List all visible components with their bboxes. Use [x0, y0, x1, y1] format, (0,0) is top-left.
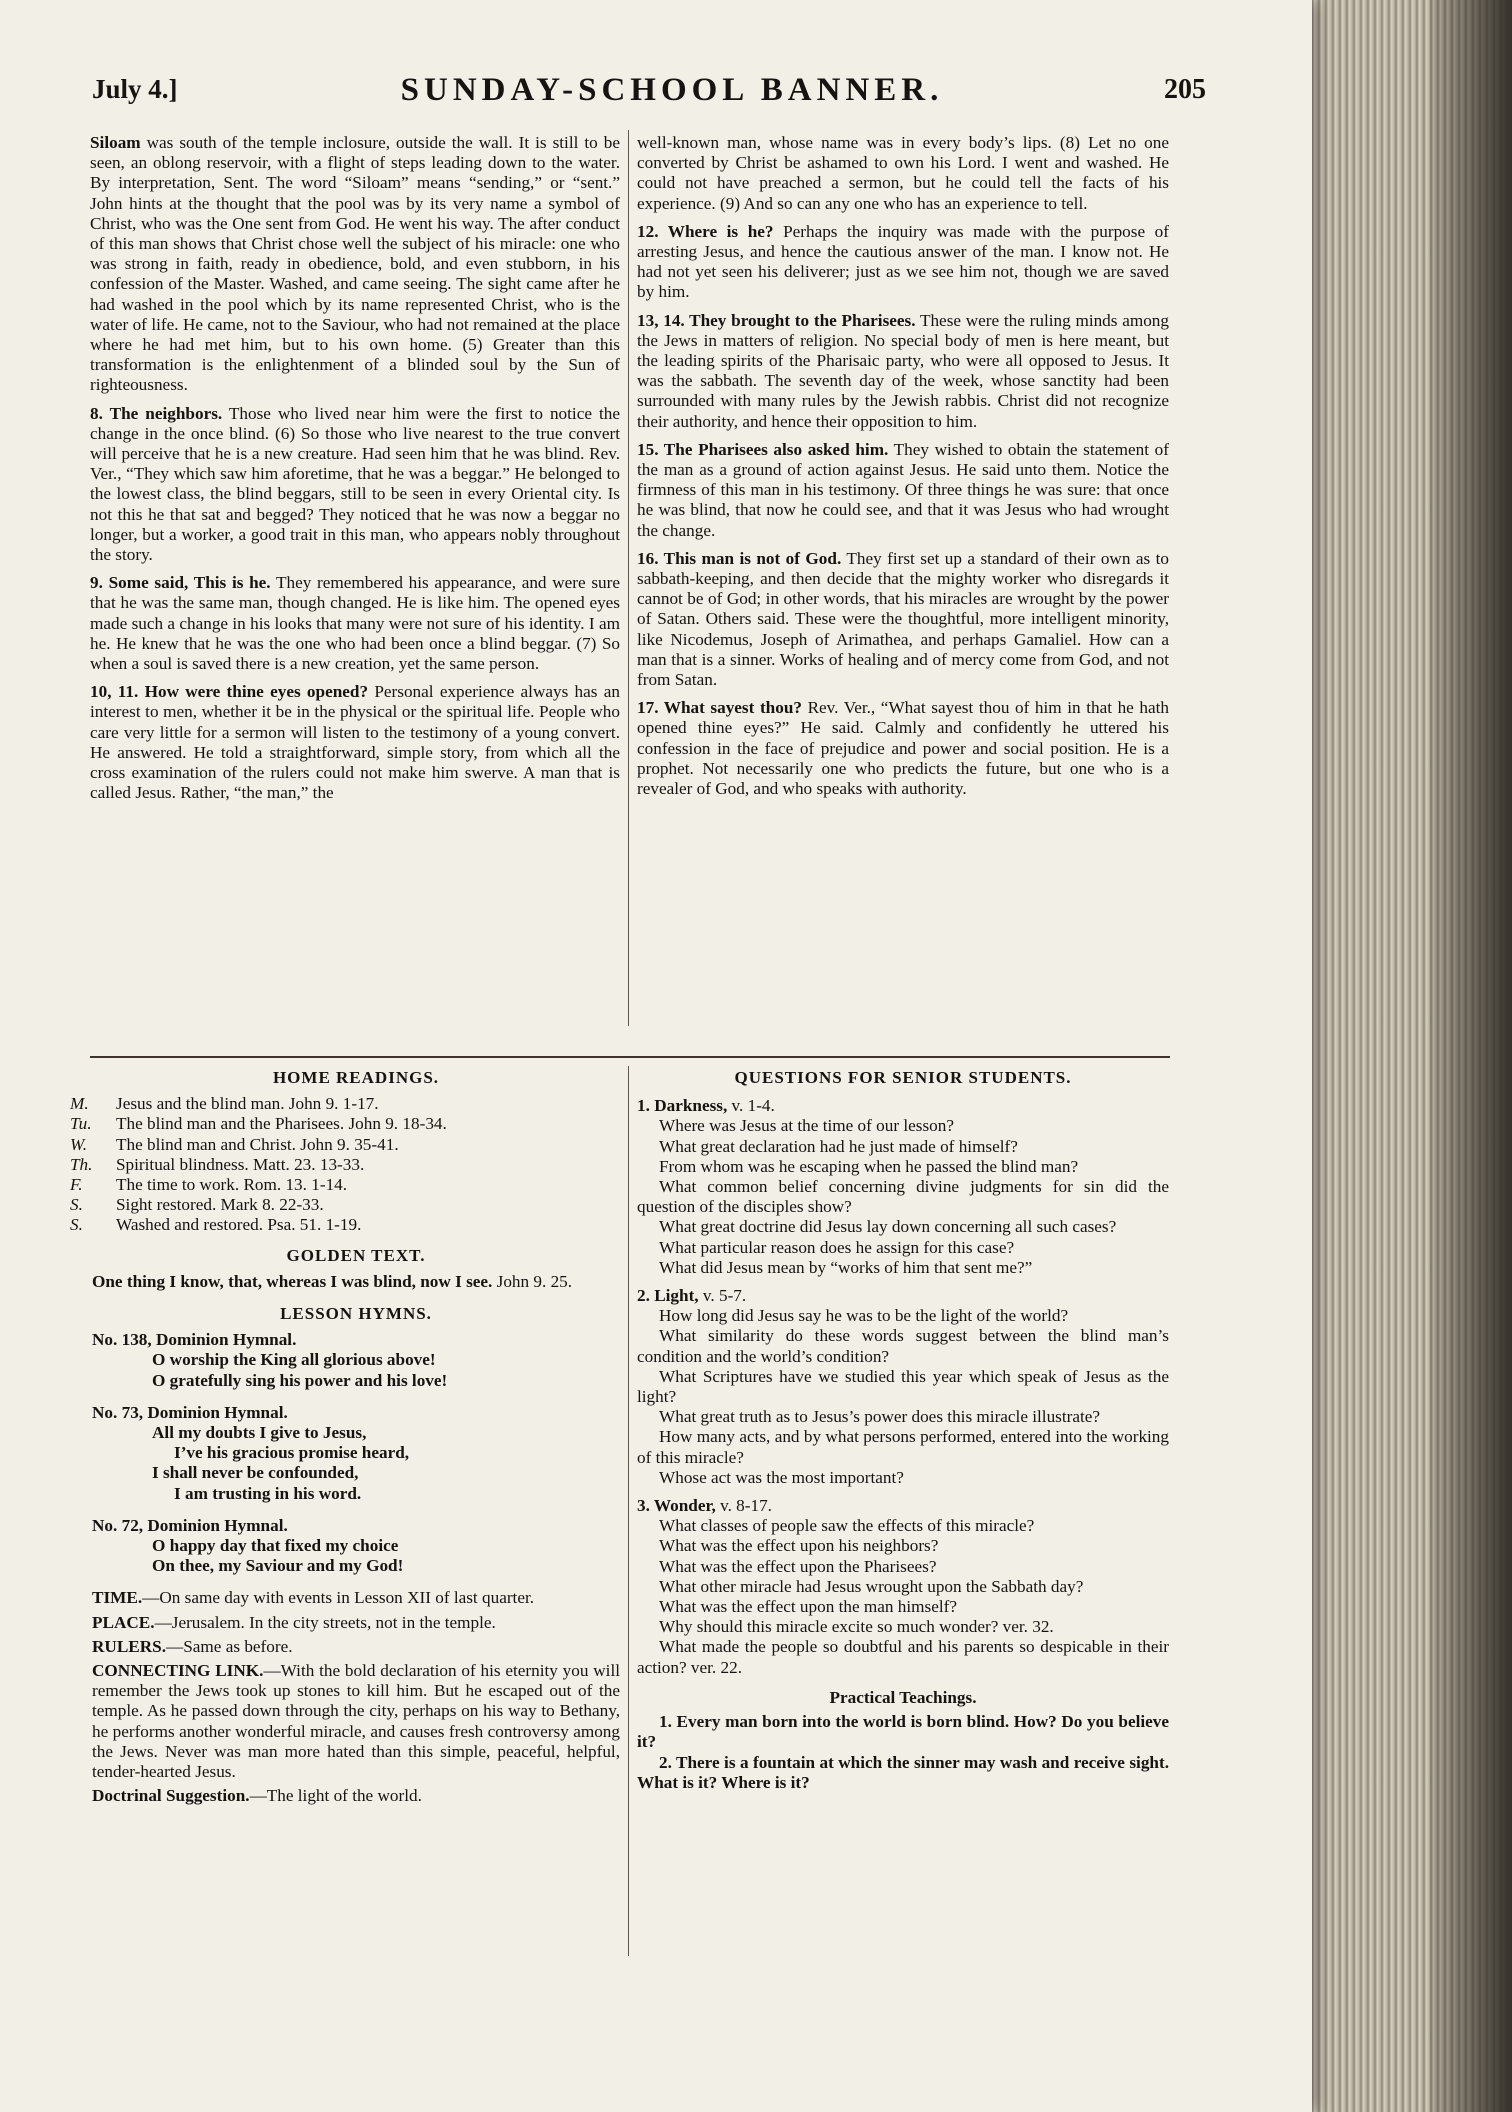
- lesson-notes: [92, 1588, 620, 1806]
- reading-item: [70, 1094, 620, 1114]
- column-divider-top: [628, 130, 629, 1026]
- commentary-paragraph: [90, 404, 620, 566]
- question-item: What classes of people saw the effects of this miracle?: [659, 1516, 1035, 1536]
- question-item: What was the effect upon the man himself?: [659, 1597, 957, 1617]
- questions-column: [637, 1068, 1169, 1793]
- question-section-ref: v. 1-4.: [727, 1096, 775, 1116]
- reading-item: [70, 1175, 620, 1195]
- commentary-left-column: [90, 133, 620, 812]
- lesson-helps-column: [70, 1068, 620, 1811]
- golden-text-ref: John 9. 25.: [496, 1271, 573, 1291]
- lesson-note: [92, 1613, 620, 1633]
- reading-text: Spiritual blindness. Matt. 23. 13-33.: [116, 1154, 365, 1174]
- column-divider-bottom: [628, 1066, 629, 1956]
- question-item: Why should this miracle excite so much wonder? ver. 32.: [659, 1617, 1054, 1637]
- note-label: RULERS.: [92, 1636, 167, 1656]
- question-item: What was the effect upon the Pharisees?: [659, 1556, 937, 1576]
- commentary-paragraph: [90, 682, 620, 803]
- reading-text: Washed and restored. Psa. 51. 1-19.: [116, 1215, 362, 1235]
- note-label: PLACE.: [92, 1612, 155, 1632]
- golden-text-title: GOLDEN TEXT.: [286, 1245, 426, 1265]
- reading-text: Sight restored. Mark 8. 22-33.: [116, 1195, 324, 1215]
- commentary-paragraph: [90, 573, 620, 674]
- teaching-item: 1. Every man born into the world is born blind. How? Do you believe it?: [637, 1712, 1169, 1752]
- reading-day: Tu.: [70, 1114, 92, 1134]
- note-text: —On same day with events in Lesson XII of last quarter.: [142, 1588, 535, 1608]
- reading-day: F.: [70, 1175, 83, 1195]
- question-section-heading: [637, 1096, 1169, 1116]
- page-number: 205: [1164, 74, 1206, 105]
- teaching-item: 2. There is a fountain at which the sinner may wash and receive sight. What is it? Where is it?: [637, 1752, 1169, 1792]
- hymn-line: I’ve his gracious promise heard,: [174, 1443, 410, 1463]
- reading-day: S.: [70, 1195, 83, 1215]
- commentary-text: well-known man, whose name was in every body’s lips. (8) Let no one converted by Christ be ashamed to own his Lord. I went and washed. He could not have preached a sermon, but he could tell the facts of his experience. (9) And so can any one who has an experience to tell.: [637, 133, 1169, 213]
- commentary-text: Those who lived near him were the first to notice the change in the once blind. (6) So those who live nearest to the true convert will perceive that he is a new creature. Had seen him that he was blind. Rev. Ver., “They which saw him aforetime, that he was a beggar.” He belonged to the lowest class, the blind beggars, still to be seen in every Oriental city. Is not this he that sat and begged? They noticed that he was now a beggar no longer, but a worker, a good trait in this man, who appears nobly throughout the story.: [90, 403, 620, 565]
- question-item: What particular reason does he assign for this case?: [659, 1237, 1015, 1257]
- reading-text: The blind man and Christ. John 9. 35-41.: [116, 1134, 399, 1154]
- hymn-number: No. 72, Dominion Hymnal.: [92, 1515, 288, 1535]
- golden-text: [92, 1272, 620, 1292]
- home-readings-list: [70, 1094, 620, 1235]
- question-section-title: 1. Darkness,: [637, 1096, 728, 1116]
- question-item: What Scriptures have we studied this year which speak of Jesus as the light?: [637, 1366, 1169, 1407]
- verse-heading: 12. Where is he?: [637, 221, 774, 241]
- note-text: —With the bold declaration of his eternity you will remember the Jews took up stones to kill him. But he escaped out of the temple. As he passed down through the city, perhaps on his way to Bethany, he performs another wonderful miracle, and causes fresh controversy among the Jews. Never was man more hated than this simple, peaceful, helpful, tender-hearted Jesus.: [92, 1661, 620, 1782]
- note-text: —Jerusalem. In the city streets, not in the temple.: [154, 1612, 496, 1632]
- lesson-hymns-title: LESSON HYMNS.: [280, 1304, 432, 1324]
- verse-heading: 8. The neighbors.: [90, 403, 223, 423]
- note-label: Doctrinal Suggestion.: [92, 1786, 250, 1806]
- reading-day: S.: [70, 1215, 83, 1235]
- reading-item: [70, 1215, 620, 1235]
- hymn-verse: [92, 1350, 620, 1390]
- golden-text-body: One thing I know, that, whereas I was blind, now I see.: [92, 1271, 493, 1291]
- commentary-text: These were the ruling minds among the Jews in matters of religion. No special body of men is here meant, but the leading spirits of the Pharisaic party, who were all opposed to Jesus. It was the sabbath. The seventh day of the week, whose sanctity had been surrounded with many rules by the Jewish rabbis. Christ did not recognize their authority, and hence their opposition to him.: [637, 310, 1169, 431]
- question-item: What other miracle had Jesus wrought upon the Sabbath day?: [659, 1576, 1084, 1596]
- verse-heading: 16. This man is not of God.: [637, 548, 842, 568]
- question-item: What did Jesus mean by “works of him that sent me?”: [659, 1257, 1033, 1277]
- hymn-line: I shall never be confounded,: [152, 1463, 359, 1483]
- reading-text: The blind man and the Pharisees. John 9. 18-34.: [116, 1114, 447, 1134]
- note-label: TIME.: [92, 1588, 143, 1608]
- hymn-line: O gratefully sing his power and his love!: [152, 1370, 448, 1390]
- verse-heading: 15. The Pharisees also asked him.: [637, 439, 889, 459]
- book-binding-shadow: [1430, 0, 1512, 2112]
- hymn-line: O worship the King all glorious above!: [152, 1350, 436, 1370]
- commentary-paragraph: [637, 222, 1169, 303]
- question-item: From whom was he escaping when he passed the blind man?: [659, 1156, 1079, 1176]
- questions-list: [637, 1096, 1169, 1678]
- hymn-line: All my doubts I give to Jesus,: [152, 1423, 367, 1443]
- question-section-heading: [637, 1286, 1169, 1306]
- reading-day: Th.: [70, 1154, 93, 1174]
- commentary-text: They remembered his appearance, and were sure that he was the same man, though changed. He is like him. The opened eyes made such a change in his looks that many were not sure of his identity. I am he. He knew that he was the one who had been once a blind beggar. (7) So when a soul is saved there is a new creation, yet the same person.: [90, 573, 620, 674]
- reading-item: [70, 1134, 620, 1155]
- lesson-note: [92, 1786, 620, 1806]
- question-item: Where was Jesus at the time of our lesson?: [659, 1116, 954, 1136]
- commentary-right-column: [637, 133, 1169, 807]
- reading-item: [70, 1154, 620, 1175]
- header-title: SUNDAY-SCHOOL BANNER.: [400, 72, 944, 108]
- reading-item: [70, 1195, 620, 1215]
- commentary-paragraph: [637, 133, 1169, 214]
- question-list: [637, 1516, 1169, 1678]
- note-label: CONNECTING LINK.: [92, 1661, 264, 1681]
- questions-title: QUESTIONS FOR SENIOR STUDENTS.: [734, 1068, 1072, 1087]
- verse-heading: 17. What sayest thou?: [637, 698, 802, 718]
- commentary-text: They wished to obtain the statement of the man as a ground of action against Jesus. He said unto them. Notice the firmness of this man in his testimony. Of three things he was sure: that once he was blind, that now he could see, and that it was Jesus who had wrought the change.: [637, 439, 1169, 540]
- verse-heading: Siloam: [90, 133, 141, 152]
- running-header: [92, 72, 1206, 114]
- verse-heading: 13, 14. They brought to the Pharisees.: [637, 310, 916, 330]
- lesson-hymns: [92, 1330, 620, 1576]
- question-item: Whose act was the most important?: [659, 1467, 904, 1487]
- hymn-line: O happy day that fixed my choice: [152, 1536, 399, 1556]
- lesson-note: [92, 1637, 620, 1657]
- hymn-verse: [92, 1423, 620, 1504]
- commentary-text: Perhaps the inquiry was made with the purpose of arresting Jesus, and hence the cautious answer of the man. I know not. He had not yet seen his deliverer; just as we see him not, though we are saved by him.: [637, 221, 1169, 302]
- verse-heading: 9. Some said, This is he.: [90, 573, 271, 593]
- reading-text: The time to work. Rom. 13. 1-14.: [116, 1175, 348, 1195]
- reading-item: [70, 1114, 620, 1134]
- reading-day: M.: [70, 1094, 89, 1114]
- verse-heading: 10, 11. How were thine eyes opened?: [90, 682, 369, 702]
- question-item: What made the people so doubtful and his parents so despicable in their action? ver. 22.: [637, 1637, 1169, 1677]
- question-section-title: 3. Wonder,: [637, 1496, 716, 1516]
- question-item: What great doctrine did Jesus lay down concerning all such cases?: [659, 1217, 1117, 1237]
- home-readings-title: HOME READINGS.: [272, 1068, 440, 1087]
- hymn-line: I am trusting in his word.: [174, 1483, 362, 1503]
- hymn-verse: [92, 1536, 620, 1576]
- question-section-ref: v. 5-7.: [698, 1286, 747, 1306]
- commentary-paragraph: [637, 549, 1169, 690]
- note-text: —Same as before.: [166, 1636, 293, 1656]
- lesson-note: [92, 1661, 620, 1782]
- commentary-paragraph: [637, 311, 1169, 432]
- practical-teachings: [637, 1712, 1169, 1793]
- reading-text: Jesus and the blind man. John 9. 1-17.: [116, 1094, 379, 1114]
- question-item: What similarity do these words suggest between the blind man’s condition and the world’s condition?: [637, 1326, 1169, 1366]
- hymn-line: On thee, my Saviour and my God!: [152, 1556, 404, 1576]
- question-item: What great declaration had he just made of himself?: [659, 1136, 1018, 1156]
- question-section-title: 2. Light,: [637, 1286, 699, 1306]
- question-item: What common belief concerning divine judgments for sin did the question of the disciples show?: [637, 1177, 1169, 1217]
- header-date: July 4.]: [92, 74, 178, 104]
- reading-day: W.: [70, 1134, 88, 1154]
- commentary-text: They first set up a standard of their own as to sabbath-keeping, and then decide that the mighty worker who disregards it cannot be of God; in other words, that his miracles are wrought by the power of Satan. Others said. These were the thoughtful, more intelligent minority, like Nicodemus, Joseph of Arimathea, and perhaps Gamaliel. How can a man that is a sinner. Works of healing and of mercy come from God, and not from Satan.: [637, 548, 1169, 690]
- question-list: [637, 1116, 1169, 1278]
- hymn-number: No. 138, Dominion Hymnal.: [92, 1330, 297, 1350]
- commentary-paragraph: [637, 698, 1169, 799]
- question-item: How many acts, and by what persons performed, entered into the working of this miracle?: [637, 1427, 1169, 1467]
- note-text: —The light of the world.: [249, 1786, 422, 1806]
- commentary-paragraph: [90, 133, 620, 396]
- practical-teachings-title: Practical Teachings.: [829, 1687, 977, 1707]
- question-list: [637, 1306, 1169, 1488]
- commentary-text: Rev. Ver., “What sayest thou of him in that he hath opened thine eyes?” He said. Calmly and confidently he uttered his confession in the face of prejudice and power and social position. He is a prophet. Not necessarily one who predicts the future, but one who is a revealer of God, and who speaks with authority.: [637, 698, 1169, 799]
- question-section-ref: v. 8-17.: [715, 1496, 772, 1516]
- hymn-number: No. 73, Dominion Hymnal.: [92, 1402, 288, 1422]
- question-item: How long did Jesus say he was to be the light of the world?: [659, 1306, 1069, 1326]
- question-item: What great truth as to Jesus’s power does this miracle illustrate?: [659, 1407, 1101, 1427]
- question-item: What was the effect upon his neighbors?: [659, 1536, 939, 1556]
- question-section-heading: [637, 1496, 1169, 1516]
- commentary-paragraph: [637, 440, 1169, 541]
- lesson-note: [92, 1588, 620, 1608]
- commentary-text: was south of the temple inclosure, outside the wall. It is still to be seen, an oblong reservoir, with a flight of steps leading down to the water. By interpretation, Sent. The word “Siloam” means “sending,” or “sent.” John hints at the thought that the pool was by its very name a symbol of Christ, who was the One sent from God. He went his way. The after conduct of this man shows that Christ chose well the subject of his miracle: one who was strong in faith, ready in obedience, bold, and even stubborn, in his confession of the Master. Washed, and came seeing. The sight came after he had washed in the pool which by its name represented Christ, who is the water of life. He came, not to the Saviour, who had not remained at the place where he had met him, but to his own home. (5) Greater than this transformation is the enlightenment of a blinded soul by the Sun of righteousness.: [90, 133, 620, 395]
- commentary-text: Personal experience always has an interest to men, whether it be in the physical or the spiritual life. People who care very little for a sermon will listen to the testimony of a young convert. He answered. He told a straightforward, simple story, from which all the cross examination of the rulers could not make him swerve. A man that is called Jesus. Rather, “the man,” the: [90, 682, 620, 803]
- section-divider: [90, 1056, 1170, 1058]
